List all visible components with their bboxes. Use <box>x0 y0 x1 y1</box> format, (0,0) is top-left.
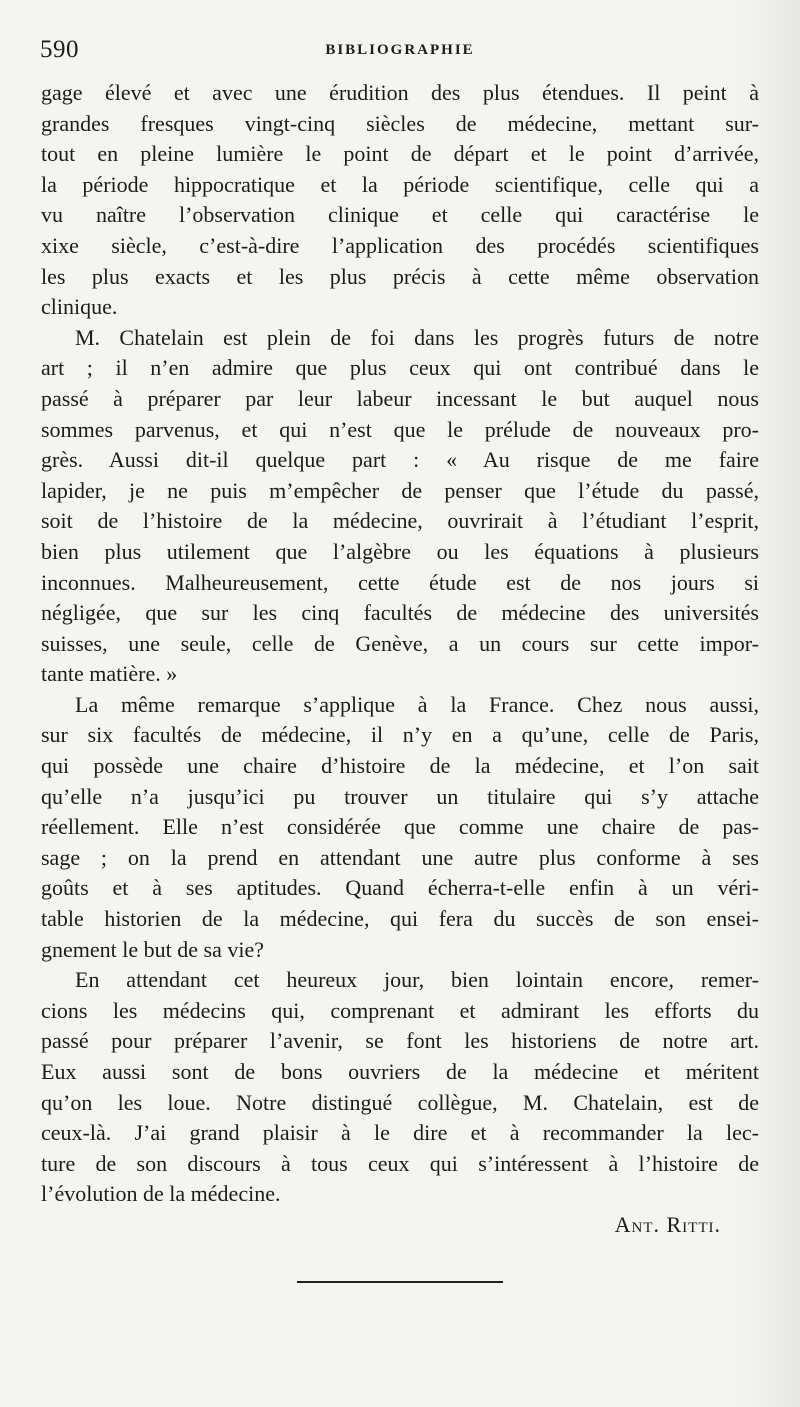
text-line: inconnues. Malheureusement, cette étude est de nos jours si <box>41 569 759 595</box>
text-line: ceux-là. J’ai grand plaisir à le dire et à recommander la lec- <box>41 1120 759 1146</box>
text-line: passé à préparer par leur labeur incessant le but auquel nous <box>41 385 759 411</box>
text-line: ture de son discours à tous ceux qui s’intéressent à l’histoire de <box>41 1150 759 1176</box>
text-line: qu’on les loue. Notre distingué collègue, M. Chatelain, est de <box>41 1089 759 1115</box>
text-line: passé pour préparer l’avenir, se font les historiens de notre art. <box>41 1028 759 1054</box>
text-line: cions les médecins qui, comprenant et admirant les efforts du <box>41 997 759 1023</box>
text-line: tante matière. » <box>41 661 178 687</box>
text-line: sage ; on la prend en attendant une autre plus conforme à ses <box>41 844 759 870</box>
text-line: grandes fresques vingt-cinq siècles de médecine, mettant sur- <box>41 110 759 136</box>
text-line: les plus exacts et les plus précis à cette même observation <box>41 263 759 289</box>
text-line: réellement. Elle n’est considérée que comme une chaire de pas- <box>41 814 759 840</box>
text-line: l’évolution de la médecine. <box>41 1181 281 1207</box>
text-line: la période hippocratique et la période scientifique, celle qui a <box>41 171 759 197</box>
text-line: sur six facultés de médecine, il n’y en a qu’une, celle de Paris, <box>41 722 759 748</box>
text-line: Eux aussi sont de bons ouvriers de la médecine et méritent <box>41 1059 759 1084</box>
text-line: qu’elle n’a jusqu’ici pu trouver un titulaire qui s’y attache <box>41 783 759 809</box>
text-line: gnement le but de sa vie? <box>41 936 264 962</box>
text-line: La même remarque s’applique à la France. Chez nous aussi, <box>75 691 759 717</box>
body-text <box>41 78 759 1241</box>
text-line: soit de l’histoire de la médecine, ouvrirait à l’étudiant l’esprit, <box>41 508 759 534</box>
text-line: sommes parvenus, et qui n’est que le prélude de nouveaux pro- <box>41 416 759 442</box>
closing-rule <box>297 1281 503 1283</box>
text-line: grès. Aussi dit-il quelque part : « Au risque de me faire <box>41 447 759 473</box>
page-number: 590 <box>40 36 79 63</box>
author-signature: Ant. Ritti. <box>614 1211 721 1237</box>
text-line: lapider, je ne puis m’empêcher de penser que l’étude du passé, <box>41 477 759 503</box>
text-line: tout en pleine lumière le point de départ et le point d’arrivée, <box>41 141 759 167</box>
text-line: vu naître l’observation clinique et celle qui caractérise le <box>41 202 759 228</box>
text-line: En attendant cet heureux jour, bien lointain encore, remer- <box>75 967 759 993</box>
text-line: M. Chatelain est plein de foi dans les progrès futurs de notre <box>75 324 759 350</box>
text-line: xixe siècle, c’est-à-dire l’application des procédés scientifiques <box>41 232 759 258</box>
text-line: qui possède une chaire d’histoire de la médecine, et l’on sait <box>41 753 759 779</box>
running-title: BIBLIOGRAPHIE <box>325 42 475 58</box>
page-header <box>40 36 760 66</box>
text-line: table historien de la médecine, qui fera du succès de son ensei- <box>41 906 759 932</box>
text-line: négligée, que sur les cinq facultés de médecine des universités <box>41 600 759 626</box>
text-line: art ; il n’en admire que plus ceux qui ont contribué dans le <box>41 355 759 381</box>
text-line: suisses, une seule, celle de Genève, a un cours sur cette impor- <box>41 630 759 656</box>
text-line: clinique. <box>41 294 118 320</box>
text-line: gage élevé et avec une érudition des plus étendues. Il peint à <box>41 80 759 105</box>
text-line: goûts et à ses aptitudes. Quand écherra-t-elle enfin à un véri- <box>41 875 759 901</box>
text-line: bien plus utilement que l’algèbre ou les équations à plusieurs <box>41 538 759 564</box>
